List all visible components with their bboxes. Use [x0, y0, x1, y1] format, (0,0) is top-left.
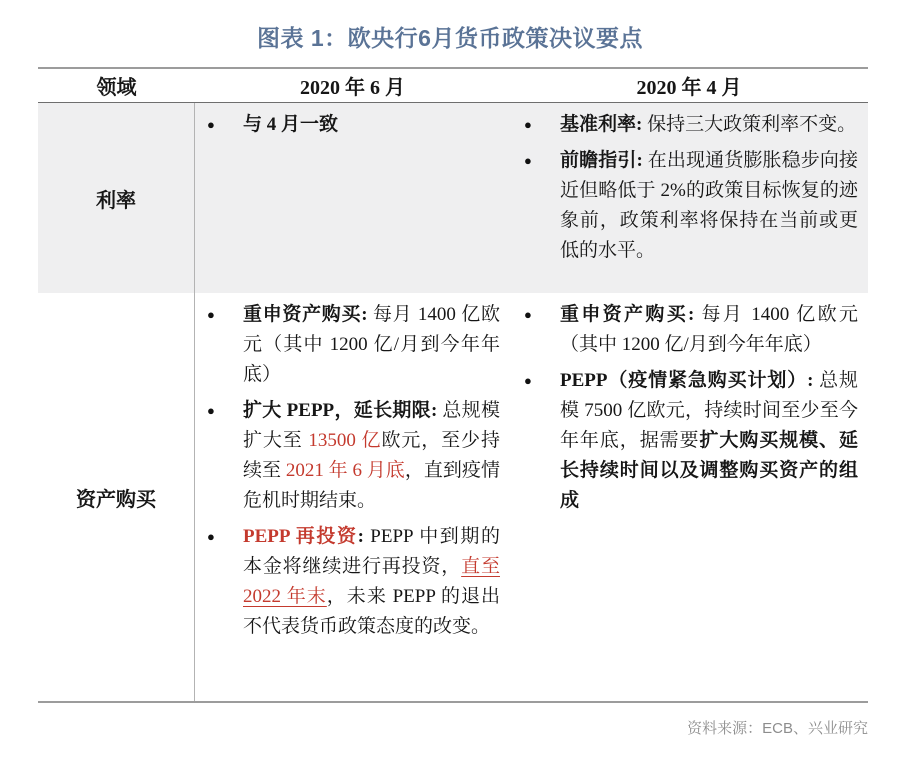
figure-title: 图表 1：欧央行6月货币政策决议要点 [257, 25, 643, 51]
bullet-icon: ● [207, 307, 215, 322]
bullet-icon: ● [524, 373, 532, 388]
bullet-icon: ● [524, 117, 532, 132]
column-header-domain: 领域 [96, 77, 137, 99]
source-note: 资料来源：ECB、兴业研究 [687, 720, 868, 737]
row-label-interest-rates: 利率 [38, 103, 195, 293]
bullet-text: 基准利率: 保持三大政策利率不变。 [560, 114, 857, 135]
bullet-text: 与 4 月一致 [243, 114, 339, 135]
policy-table [38, 67, 868, 703]
table-row-asset-purchases [38, 293, 868, 701]
table-row-interest-rates [38, 103, 868, 293]
bullet-text: 扩大 PEPP，延长期限: 总规模扩大至 13500 亿欧元，至少持续至 2021 年 6 月底，直到疫情危机时期结束。 [243, 400, 500, 511]
bullet-text: 重申资产购买: 每月 1400 亿欧元（其中 1200 亿/月到今年年底） [243, 304, 500, 385]
bullet-item [207, 522, 500, 642]
column-header-june-2020: 2020 年 6 月 [300, 77, 405, 99]
bullet-icon: ● [207, 117, 215, 132]
table-header-row [38, 69, 868, 103]
cell-rates-june [195, 103, 510, 293]
cell-assets-june [195, 293, 510, 701]
bullet-text: 前瞻指引: 在出现通货膨胀稳步向接近但略低于 2%的政策目标恢复的迹象前，政策利率将保持在当前或更低的水平。 [560, 150, 858, 261]
bullet-item [207, 300, 500, 390]
bullet-text: PEPP（疫情紧急购买计划）: 总规模 7500 亿欧元，持续时间至少至今年年底，据需要扩大购买规模、延长持续时间以及调整购买资产的组成 [560, 370, 858, 511]
bullet-item [524, 300, 858, 360]
bullet-item [524, 146, 858, 266]
bullet-item [207, 396, 500, 516]
bullet-item [207, 110, 500, 140]
bullet-text: PEPP 再投资: PEPP 中到期的本金将继续进行再投资，直至 2022 年末，未来 PEPP 的退出不代表货币政策态度的改变。 [243, 526, 500, 637]
cell-rates-april [510, 103, 868, 293]
bullet-icon: ● [524, 153, 532, 168]
row-label-asset-purchases: 资产购买 [38, 293, 195, 701]
bullet-item [524, 366, 858, 516]
bullet-icon: ● [207, 403, 215, 418]
cell-assets-april [510, 293, 868, 701]
bullet-icon: ● [524, 307, 532, 322]
bullet-item [524, 110, 858, 140]
bullet-icon: ● [207, 529, 215, 544]
column-header-april-2020: 2020 年 4 月 [636, 77, 742, 99]
bullet-text: 重申资产购买: 每月 1400 亿欧元（其中 1200 亿/月到今年年底） [560, 304, 858, 355]
